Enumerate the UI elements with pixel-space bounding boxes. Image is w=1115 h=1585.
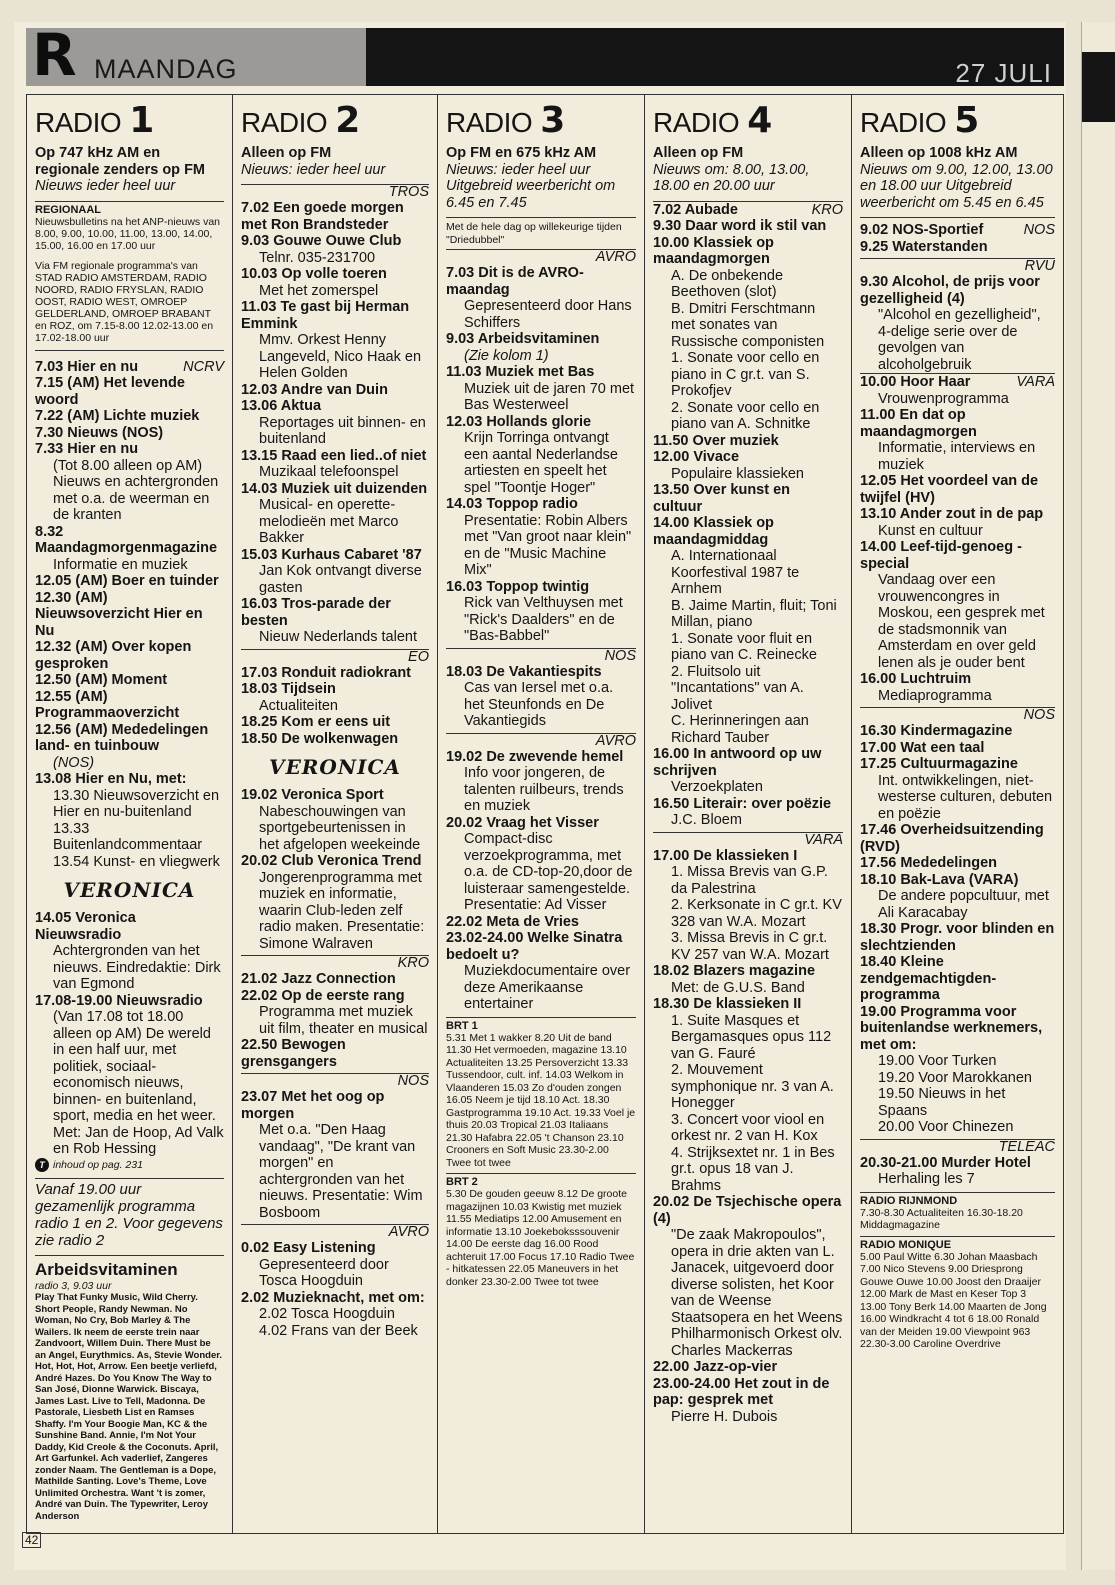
driedubbel-info: Met de hele dag op willekeurige tijden "Driedubbel" <box>446 217 636 246</box>
program-title: 12.56 (AM) Mededelingen land- en tuinbouw <box>35 721 209 754</box>
program-title: 18.02 Blazers magazine <box>653 963 816 979</box>
program-desc: "De zaak Makropoulos", opera in drie akten van L. Janacek, uitgevoerd door diverse solisten, het Koor van de Weense Staatsopera en het Weens Philharmonisch Orkest olv. Charles Mackerras <box>671 1227 843 1359</box>
next-page-edge <box>1081 22 1115 1570</box>
program-title: 18.25 Kom er eens uit <box>241 714 391 730</box>
program-title: 17.46 Overheidsuitzending (RVD) <box>860 822 1044 855</box>
broadcaster-label: NOS <box>860 707 1055 723</box>
day-title: MAANDAG <box>94 54 238 84</box>
program-desc: Presentatie: Robin Albers met "Van groot naar klein" en de "Music Machine Mix" <box>464 512 632 578</box>
program-desc: 13.54 Kunst- en vliegwerk <box>53 853 220 870</box>
column-radio-4 <box>644 95 851 1533</box>
program-title: 12.03 Andre van Duin <box>241 381 388 398</box>
radio-5-heading: RADIO 5 <box>860 100 979 141</box>
program-desc: Gepresenteerd door Hans Schiffers <box>464 298 632 331</box>
program-title: 12.05 (AM) Boer en tuinder <box>35 573 219 589</box>
program-desc: Compact-disc verzoekprogramma, met o.a. de CD-top-20,door de luisteraar samengestelde. Presentatie: Ad Visser <box>464 831 633 913</box>
program-title: 12.55 (AM) Programmaoverzicht <box>35 688 180 721</box>
monique-text: 5.00 Paul Witte 6.30 Johan Maasbach 7.00 Nico Stevens 9.00 Driesprong Gouwe Ouwe 10.00 Joost den Draaijer 12.00 Mark de Mast en Keser Top 3 13.00 Tony Berk 14.00 Maarten de Jong 16.00 Windkracht 4 tot 6 18.00 Ronald van der Meiden 19.00 Viewpoint 963 22.30-3.00 Caroline Overdrive <box>860 1250 1047 1350</box>
program-desc: Met het zomerspel <box>259 282 379 299</box>
program-desc: B. Dmitri Ferschtmann met sonates van Russische componisten <box>671 300 825 350</box>
schedule-grid <box>26 94 1064 1534</box>
brt1-text: 5.31 Met 1 wakker 8.20 Uit de band 11.30 Het vermoeden, magazine 13.10 Actualiteiten 13.25 Persoverzicht 13.33 Tussendoor, cult. inf. 14.03 Welkom in Vlaanderen 15.03 Zo d'ouden zongen 16.05 Neem je tijd 18.10 Act. 18.30 Gastprogramma 19.10 Act. 19.33 Voel je thuis 20.03 Tropical 21.03 Italiaans 21.30 Hafabra 22.05 't Chanson 23.10 Crooners en Soft Music 23.30-2.00 Twee tot twee <box>446 1031 636 1169</box>
program-desc: 1. Missa Brevis van G.P. da Palestrina <box>671 864 828 897</box>
program-title: 16.30 Kindermagazine <box>860 723 1013 739</box>
program-title: 18.30 Progr. voor blinden en slechtzienden <box>860 921 1055 954</box>
program-title: 14.03 Muziek uit duizenden <box>241 480 428 497</box>
program-title: 16.03 Tros-parade der besten <box>241 596 391 629</box>
broadcaster-label: NOS <box>446 648 636 664</box>
program-title: 17.25 Cultuurmagazine <box>860 756 1018 772</box>
program-title: 16.00 Luchtruim <box>860 671 972 687</box>
program-title: 7.02 Aubade KRO <box>653 201 843 218</box>
broadcaster-label: AVRO <box>241 1224 429 1240</box>
program-desc: Gepresenteerd door Tosca Hoogduin <box>259 1256 389 1289</box>
program-desc: Rick van Velthuysen met "Rick's Daalders" en de "Bas-Babbel" <box>464 595 623 644</box>
program-desc: Vrouwenprogramma <box>878 390 1009 407</box>
program-title: 12.00 Vivace <box>653 449 740 465</box>
program-title: 19.00 Programma voor buitenlandse werknemers, met om: <box>860 1003 1043 1053</box>
program-desc: Programma met muziek uit film, theater en musical <box>259 1004 428 1037</box>
program-title: 19.02 Veronica Sport <box>241 787 384 803</box>
program-desc: (Zie kolom 1) <box>464 347 549 364</box>
regional-text-2: Via FM regionale programma's van STAD RADIO AMSTERDAM, RADIO NOORD, RADIO FRYSLAN, RADIO OOST, RADIO WEST, OMROEP GELDERLAND, OMROEP BRABANT en ROZ, om 7.15-8.00 12.02-13.00 en 17.02-18.00 uur <box>35 260 224 351</box>
program-title: 23.07 Met het oog op morgen <box>241 1089 385 1122</box>
radio-4-heading: RADIO 4 <box>653 100 772 141</box>
program-title: 10.00 Klassiek op maandagmorgen <box>653 234 774 267</box>
program-title: 7.30 Nieuws (NOS) <box>35 424 164 441</box>
program-title: 12.32 (AM) Over kopen gesproken <box>35 639 192 672</box>
program-title: 13.08 Hier en Nu, met: <box>35 771 187 787</box>
program-desc: Kunst en cultuur <box>878 522 983 539</box>
program-desc: "Alcohol en gezelligheid", 4-delige serie over de gevolgen van alcoholgebruik <box>878 307 1041 373</box>
program-title: 7.03 Dit is de AVRO-maandag <box>446 265 584 298</box>
brt2-text: 5.30 De gouden geeuw 8.12 De groote magazijnen 10.03 Kwistig met muziek 11.55 Mediatips 12.00 Amusement en informatie 13.10 Joekeboksssouvenir 14.00 De eerste dag 16.00 Rood achteruit 17.00 Focus 17.10 Radio Twee - hitkatessen 22.05 Maneuvers in het donker 23.30-2.00 Twee tot twee <box>446 1188 635 1288</box>
program-desc: 13.33 Buitenlandcommentaar <box>53 820 203 853</box>
program-desc: Int. ontwikkelingen, niet-westerse culturen, debuten en poëzie <box>878 772 1053 822</box>
program-desc: 19.50 Nieuws in het Spaans <box>878 1086 1006 1119</box>
program-desc: Vandaag over een vrouwencongres in Moskou, een gesprek met de stadsmonnik van Amsterdam en over geld lenen als je ouder bent <box>878 572 1045 671</box>
program-desc: Jongerenprogramma met muziek en informatie, waarin Club-leden zelf radio maken. Presentatie: Simone Walraven <box>259 869 425 952</box>
program-desc: B. Jaime Martin, fluit; Toni Millan, piano <box>671 597 837 630</box>
program-title: 16.00 In antwoord op uw schrijven <box>653 746 822 779</box>
broadcaster-label: RVU <box>860 258 1055 274</box>
monique-title: RADIO MONIQUE <box>860 1236 1055 1251</box>
radio-2-intro: Alleen op FM Nieuws: ieder heel uur <box>241 145 386 178</box>
program-desc: De andere popcultuur, met Ali Karacabay <box>878 888 1049 921</box>
program-title: 0.02 Easy Listening <box>241 1240 376 1256</box>
rijnmond-title: RADIO RIJNMOND <box>860 1192 1055 1207</box>
program-desc: 1. Sonate voor fluit en piano van C. Reinecke <box>671 630 817 663</box>
program-desc: 1. Suite Masques et Bergamasques opus 112 van G. Fauré <box>671 1012 832 1062</box>
veronica-logo: VERONICA <box>63 878 196 902</box>
program-title: 7.02 Een goede morgen met Ron Brandsteder <box>241 200 404 233</box>
broadcaster-label: TELEAC <box>860 1139 1055 1155</box>
program-title: 7.15 (AM) Het levende woord <box>35 375 185 408</box>
tv-reference: T inhoud op pag. 231 <box>35 1158 224 1172</box>
arbeidsvitaminen-time: radio 3, 9.03 uur <box>35 1279 112 1292</box>
radio-3-heading: RADIO 3 <box>446 100 565 141</box>
tv-icon: T <box>35 1158 49 1172</box>
radio-4-intro: Alleen op FM Nieuws om: 8.00, 13.00, 18.00 en 20.00 uur <box>653 145 810 194</box>
column-radio-2 <box>232 95 437 1533</box>
program-title: 7.03 Hier en nu NCRV <box>35 358 224 375</box>
program-title: 22.50 Bewogen grensgangers <box>241 1037 346 1070</box>
program-desc: 13.30 Nieuwsoverzicht en Hier en nu-buitenland <box>53 787 220 820</box>
program-title: 17.56 Mededelingen <box>860 855 997 871</box>
program-title: 21.02 Jazz Connection <box>241 971 396 987</box>
program-desc: 2. Fluitsolo uit "Incantations" van A. Jolivet <box>671 663 804 713</box>
program-desc: Pierre H. Dubois <box>671 1408 778 1425</box>
program-title: 11.00 En dat op maandagmorgen <box>860 407 977 440</box>
program-title: 14.00 Klassiek op maandagmiddag <box>653 515 774 548</box>
radio-5-intro: Alleen op 1008 kHz AM Nieuws om 9.00, 12.00, 13.00 en 18.00 uur Uitgebreid weerbericht om 5.45 en 6.45 <box>860 145 1053 211</box>
program-title: 9.03 Arbeidsvitaminen <box>446 331 600 347</box>
program-title: 13.10 Ander zout in de pap <box>860 506 1044 522</box>
program-title: 14.00 Leef-tijd-genoeg - special <box>860 539 1022 572</box>
veronica-logo: VERONICA <box>269 755 401 779</box>
program-desc: Reportages uit binnen- en buitenland <box>259 414 426 447</box>
program-title: 23.00-24.00 Het zout in de pap: gesprek met <box>653 1375 830 1408</box>
program-title: 20.02 De Tsjechische opera (4) <box>653 1194 842 1227</box>
broadcaster-label: TROS <box>241 184 429 200</box>
program-title: 20.02 Vraag het Visser <box>446 814 599 831</box>
program-desc: Verzoekplaten <box>671 779 763 795</box>
program-desc: Telnr. 035-231700 <box>259 249 376 266</box>
program-desc: 2. Sonate voor cello en piano van A. Schnitke <box>671 399 820 432</box>
program-desc: Nieuw Nederlands talent <box>259 629 417 645</box>
next-page-header <box>1082 52 1115 122</box>
rijnmond-text: 7.30-8.30 Actualiteiten 16.30-18.20 Middagmagazine <box>860 1206 1023 1231</box>
program-desc: Mediaprogramma <box>878 687 992 704</box>
program-title: 20.02 Club Veronica Trend <box>241 853 422 869</box>
program-title: 11.03 Te gast bij Herman Emmink <box>241 299 410 332</box>
program-desc: Herhaling les 7 <box>878 1171 975 1187</box>
broadcaster-label: VARA <box>653 832 843 848</box>
program-title: 20.30-21.00 Murder Hotel <box>860 1154 1031 1171</box>
program-title: 13.06 Aktua <box>241 398 322 414</box>
program-desc: Mmv. Orkest Henny Langeveld, Nico Haak en Helen Golden <box>259 332 422 381</box>
radio-1-heading: RADIO 1 <box>35 100 154 141</box>
program-desc: Met o.a. "Den Haag vandaag", "De krant van morgen" en achtergronden van het nieuws. Presentatie: Wim Bosboom <box>259 1122 423 1221</box>
program-title: 9.02 NOS-Sportief NOS <box>860 217 1055 239</box>
program-desc: Populaire klassieken <box>671 465 804 482</box>
program-desc: A. De onbekende Beethoven (slot) <box>671 267 784 300</box>
program-title: 11.50 Over muziek <box>653 432 779 449</box>
brt2-title: BRT 2 <box>446 1173 636 1188</box>
regional-title: REGIONAAL <box>35 201 224 216</box>
program-title: 16.50 Literair: over poëzie <box>653 795 832 812</box>
program-title: 11.03 Muziek met Bas <box>446 364 595 380</box>
broadcaster-label: (NOS) <box>53 754 95 771</box>
broadcaster-label: AVRO <box>446 249 636 265</box>
program-desc: 19.00 Voor Turken <box>878 1053 997 1069</box>
program-desc: Muzikaal telefoonspel <box>259 464 399 480</box>
program-desc: Muziekdocumentaire over deze Amerikaanse entertainer <box>464 963 631 1012</box>
program-desc: Muziek uit de jaren 70 met Bas Westerweel <box>464 380 635 413</box>
arbeidsvitaminen-title: Arbeidsvitaminen <box>35 1255 224 1280</box>
program-title: 17.08-19.00 Nieuwsradio <box>35 992 203 1009</box>
program-title: 7.22 (AM) Lichte muziek <box>35 408 200 424</box>
program-title: 16.03 Toppop twintig <box>446 578 590 595</box>
broadcaster-label: KRO <box>241 955 429 971</box>
program-title: 22.00 Jazz-op-vier <box>653 1359 778 1375</box>
program-desc: 3. Missa Brevis in C gr.t. KV 257 van W.A. Mozart <box>671 930 829 963</box>
program-desc: Info voor jongeren, de talenten ruilbeurs, trends en muziek <box>464 765 624 814</box>
program-title: 8.32 Maandagmorgenmagazine <box>35 523 218 556</box>
program-title: 23.02-24.00 Welke Sinatra bedoelt u? <box>446 930 623 963</box>
program-title: 17.00 Wat een taal <box>860 739 985 756</box>
program-desc: 2. Kerksonate in C gr.t. KV 328 van W.A. Mozart <box>671 897 842 930</box>
program-desc: Nabeschouwingen van sportgebeurtenissen in het afgelopen weekeinde <box>259 803 421 853</box>
header-bar <box>26 21 1064 89</box>
program-desc: Krijn Torringa ontvangt een aantal Nederlandse artiesten en speelt het spel "Toontje Hoger" <box>464 430 618 496</box>
broadcaster-label: EO <box>241 649 429 665</box>
program-title: 9.30 Alcohol, de prijs voor gezelligheid (4) <box>860 274 1040 307</box>
program-desc: Actualiteiten <box>259 697 338 714</box>
column-radio-1 <box>27 95 232 1533</box>
program-desc: 4. Strijksextet nr. 1 in Bes gr.t. opus 18 van J. Brahms <box>671 1144 835 1194</box>
page-number: 42 <box>22 1532 41 1548</box>
date-title: 27 JULI <box>955 58 1052 88</box>
program-title: 18.03 Tijdsein <box>241 681 336 697</box>
program-title: 9.30 Daar word ik stil van <box>653 218 827 234</box>
column-radio-5 <box>851 95 1063 1533</box>
program-desc: 3. Concert voor viool en orkest nr. 2 van H. Kox <box>671 1111 825 1144</box>
radio-2-heading: RADIO 2 <box>241 100 360 141</box>
program-title: 12.05 Het voordeel van de twijfel (HV) <box>860 473 1039 506</box>
radio-3-intro: Op FM en 675 kHz AM Nieuws: ieder heel uur Uitgebreid weerbericht om 6.45 en 7.45 <box>446 145 616 211</box>
program-title: 13.15 Raad een lied..of niet <box>241 447 427 464</box>
header-bar-left <box>26 21 366 89</box>
arbeidsvitaminen-list: Play That Funky Music, Wild Cherry. Short People, Randy Newman. No Woman, No Cry, Bob Marley & The Wailers. Ik neem de eerste trein naar Zandvoort, Willem Duin. There Must be an Angel, Eurythmics. As, Stevie Wonder. Hot, Hot, Hot, Arrow. Een beetje verliefd, André Hazes. Do You Know The Way to San José, Dionne Warwick. Biscaya, James Last. Live to Tell, Madonna. De Pastorale, Liesbeth List en Ramses Shaffy. I'm Your Boogie Man, KC & the Sunshine Band. Annie, I'm Not Your Daddy, Kid Creole & the Coconuts. April, Art Garfunkel. Ach vaderlief, Zangeres zonder Naam. The Gentleman is a Dope, Mathilde Santing. Love's Theme, Love Unlimited Orchestra. Want 't is zomer, André van Duin. The Typewriter, Leroy Anderson <box>35 1292 223 1522</box>
program-desc: 19.20 Voor Marokkanen <box>878 1069 1032 1086</box>
program-desc: A. Internationaal Koorfestival 1987 te Arnhem <box>671 548 800 597</box>
program-desc: (Van 17.08 tot 18.00 alleen op AM) De wereld in een half uur, met politiek, sociaal-economisch nieuws, binnen- en buitenland, sport, media en het weer. Met: Jan de Hoop, Ad Valk en Rob Hessing <box>53 1009 224 1157</box>
broadcaster-label: NOS <box>241 1073 429 1089</box>
program-title: 7.33 Hier en nu <box>35 441 139 457</box>
program-title: 18.30 De klassieken II <box>653 996 802 1012</box>
program-desc: C. Herinneringen aan Richard Tauber <box>671 713 809 746</box>
program-title: 15.03 Kurhaus Cabaret '87 <box>241 546 422 563</box>
section-logo: R <box>32 21 77 89</box>
magazine-page <box>14 22 1066 1570</box>
program-desc: Achtergronden van het nieuws. Eindredaktie: Dirk van Egmond <box>53 943 221 992</box>
program-title: 9.25 Waterstanden <box>860 238 988 255</box>
program-desc: 20.00 Voor Chinezen <box>878 1119 1014 1135</box>
program-desc: 2.02 Tosca Hoogduin <box>259 1306 395 1322</box>
program-desc: 2. Mouvement symphonique nr. 3 van A. Honegger <box>671 1062 834 1111</box>
program-desc: Jan Kok ontvangt diverse gasten <box>259 563 422 596</box>
program-title: 19.02 De zwevende hemel <box>446 748 624 765</box>
program-desc: 1. Sonate voor cello en piano in C gr.t. van S. Prokofjev <box>671 350 820 399</box>
program-desc: (Tot 8.00 alleen op AM) Nieuws en achtergronden met o.a. de weerman en de kranten <box>53 457 219 523</box>
program-desc: 4.02 Frans van der Beek <box>259 1322 418 1339</box>
program-title: 12.03 Hollands glorie <box>446 413 592 430</box>
program-title: 10.00 Hoor Haar VARA <box>860 374 1055 390</box>
program-title: 18.03 De Vakantiespits <box>446 663 602 680</box>
brt1-title: BRT 1 <box>446 1017 636 1032</box>
program-title: 14.05 Veronica Nieuwsradio <box>35 910 136 943</box>
program-desc: Cas van Iersel met o.a. het Steunfonds en De Vakantiegids <box>464 680 614 729</box>
program-title: 13.50 Over kunst en cultuur <box>653 482 791 515</box>
program-desc: Musical- en operette-melodieën met Marco Bakker <box>259 497 399 546</box>
program-title: 12.50 (AM) Moment <box>35 672 168 688</box>
program-desc: Informatie, interviews en muziek <box>878 440 1036 473</box>
program-title: 17.00 De klassieken I <box>653 847 798 864</box>
program-desc: Informatie en muziek <box>53 556 188 573</box>
program-title: 9.03 Gouwe Ouwe Club <box>241 233 402 249</box>
joint-program-note: Vanaf 19.00 uur gezamenlijk programma radio 1 en 2. Voor gegevens zie radio 2 <box>35 1178 224 1249</box>
program-desc: J.C. Bloem <box>671 812 742 828</box>
program-title: 22.02 Op de eerste rang <box>241 987 405 1004</box>
program-title: 10.03 Op volle toeren <box>241 266 387 282</box>
radio-1-intro: Op 747 kHz AM en regionale zenders op FM Nieuws ieder heel uur <box>35 145 205 194</box>
program-title: 12.30 (AM) Nieuwsoverzicht Hier en Nu <box>35 589 203 639</box>
program-title: 14.03 Toppop radio <box>446 496 578 512</box>
program-title: 22.02 Meta de Vries <box>446 913 579 930</box>
program-title: 18.10 Bak-Lava (VARA) <box>860 871 1019 888</box>
regional-text: Nieuwsbulletins na het ANP-nieuws van 8.00, 9.00, 10.00, 11.00, 13.00, 14.00, 15.00, 16.00 en 17.00 uur <box>35 215 221 252</box>
broadcaster-label: AVRO <box>446 733 636 749</box>
program-title: 17.03 Ronduit radiokrant <box>241 664 412 681</box>
column-radio-3 <box>437 95 644 1533</box>
program-title: 18.40 Kleine zendgemachtigden-programma <box>860 954 997 1003</box>
program-desc: Met: de G.U.S. Band <box>671 979 805 996</box>
program-title: 2.02 Muzieknacht, met om: <box>241 1289 425 1306</box>
program-title: 18.50 De wolkenwagen <box>241 730 399 747</box>
